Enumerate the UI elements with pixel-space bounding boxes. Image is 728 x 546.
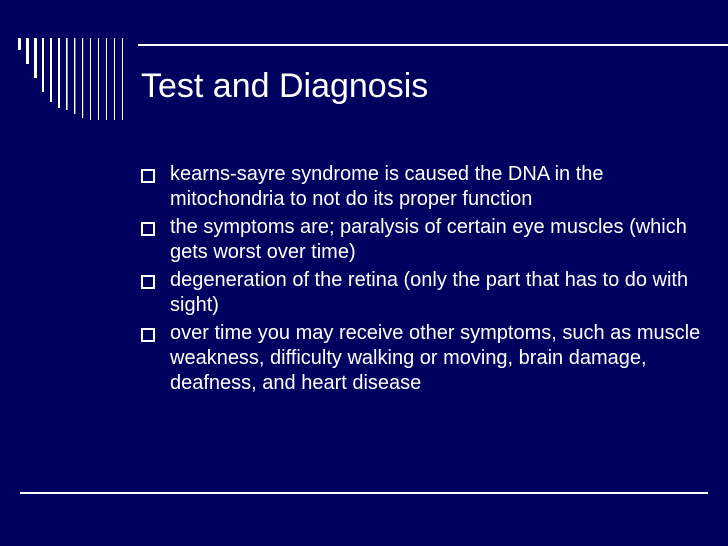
hollow-square-bullet-icon bbox=[141, 275, 155, 289]
stripe bbox=[34, 38, 37, 78]
stripe bbox=[66, 38, 68, 110]
stripe bbox=[26, 38, 29, 64]
stripe bbox=[42, 38, 44, 92]
stripe bbox=[106, 38, 107, 120]
list-item bbox=[138, 321, 708, 396]
stripe bbox=[90, 38, 91, 120]
bullet-text: kearns-sayre syndrome is caused the DNA in the mitochondria to not do its proper function bbox=[170, 163, 604, 210]
bullet-text: over time you may receive other symptoms, such as muscle weakness, difficulty walking or moving, brain damage, deafness, and heart disease bbox=[170, 322, 701, 394]
hollow-square-bullet-icon bbox=[141, 328, 155, 342]
stripe bbox=[58, 38, 60, 108]
stripe bbox=[50, 38, 52, 102]
stripe bbox=[122, 38, 123, 120]
bottom-rule bbox=[20, 492, 708, 494]
stripe bbox=[114, 38, 115, 120]
bullet-text: the symptoms are; paralysis of certain eye muscles (which gets worst over time) bbox=[170, 216, 687, 263]
hollow-square-bullet-icon bbox=[141, 222, 155, 236]
stripe bbox=[98, 38, 99, 120]
hollow-square-bullet-icon bbox=[141, 169, 155, 183]
decorative-stripes bbox=[0, 0, 130, 120]
list-item bbox=[138, 215, 708, 265]
bullet-text: degeneration of the retina (only the part that has to do with sight) bbox=[170, 269, 689, 316]
slide-title: Test and Diagnosis bbox=[141, 67, 429, 105]
stripe bbox=[18, 38, 21, 50]
bullet-list bbox=[138, 162, 708, 399]
list-item bbox=[138, 268, 708, 318]
top-rule bbox=[138, 44, 728, 46]
stripe bbox=[82, 38, 83, 118]
list-item bbox=[138, 162, 708, 212]
stripe bbox=[74, 38, 75, 114]
